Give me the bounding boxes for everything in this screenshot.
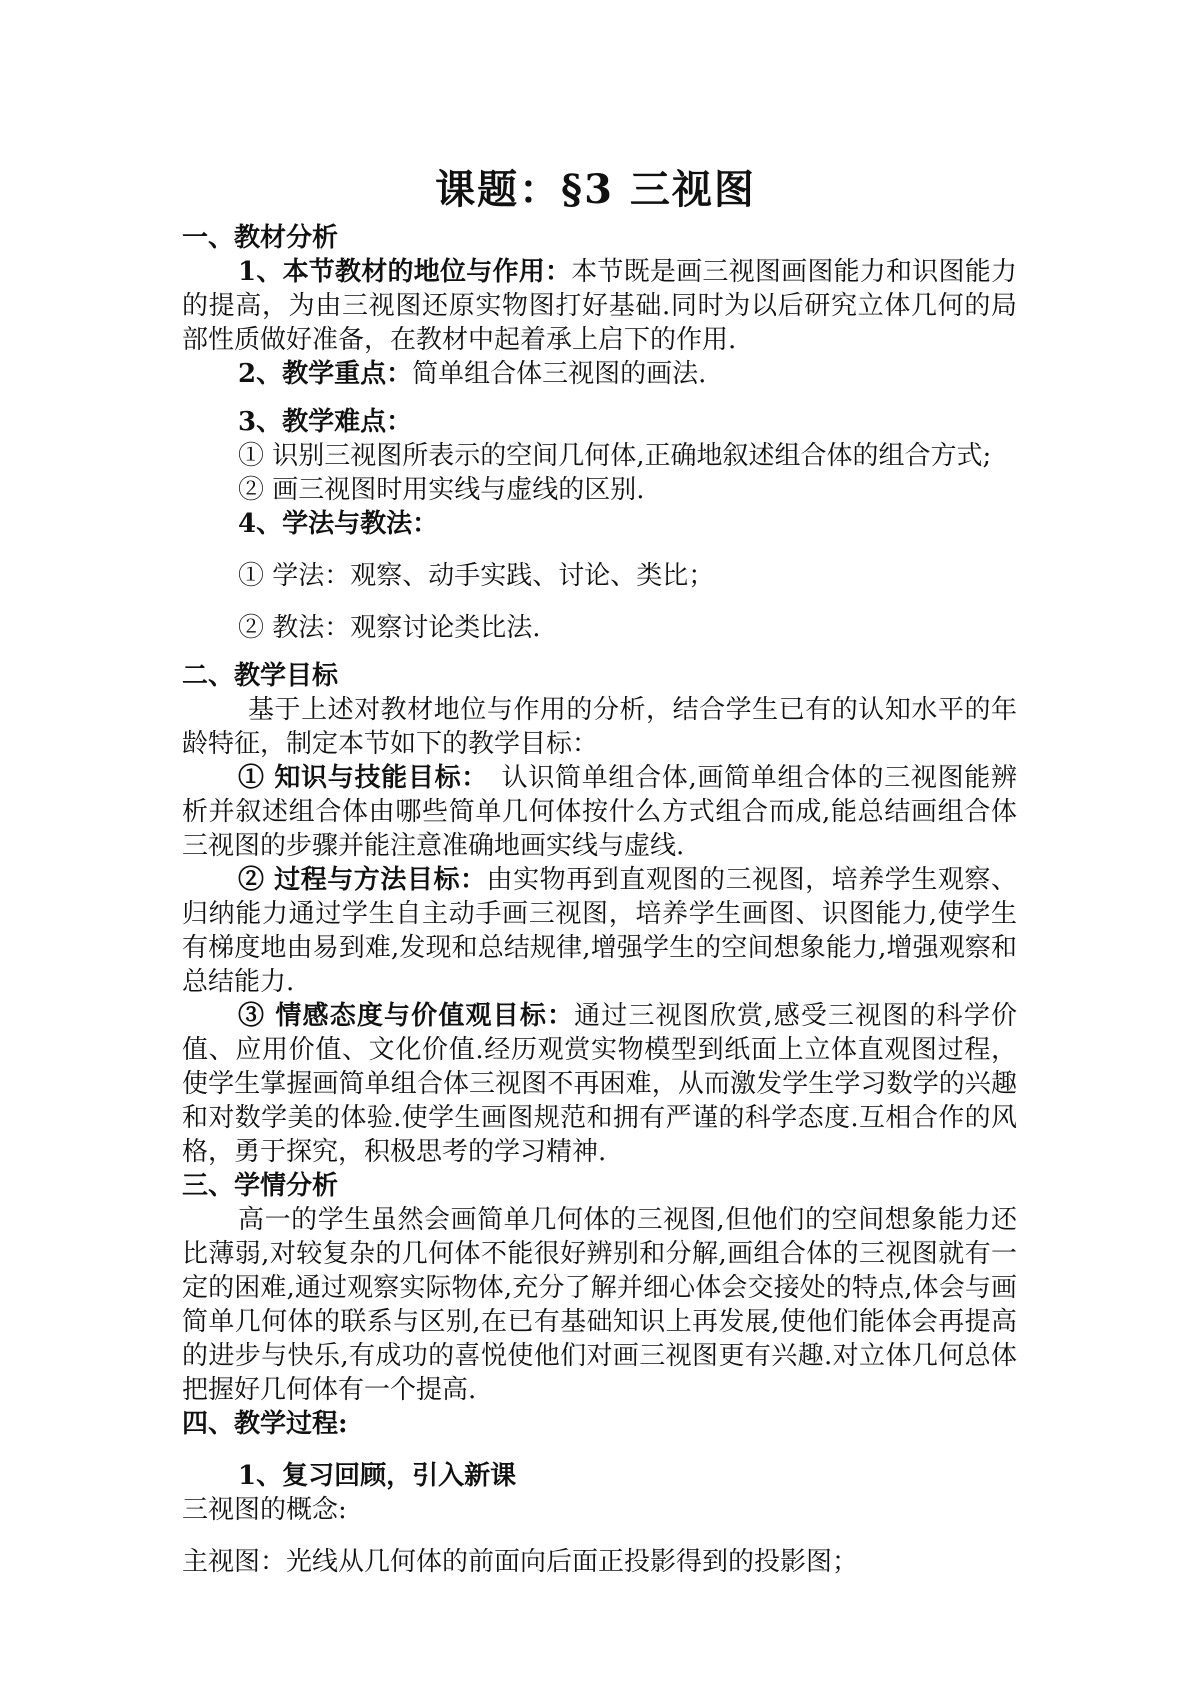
difficulty-item-1: ① 识别三视图所表示的空间几何体,正确地叙述组合体的组合方式;	[238, 441, 992, 471]
objectives-intro: 基于上述对教材地位与作用的分析，结合学生已有的认知水平的年龄特征，制定本节如下的教学目标：	[182, 695, 1017, 759]
method-item-2: ② 教法：观察讨论类比法.	[238, 613, 541, 643]
objective-knowledge	[182, 761, 1017, 863]
objective-text: 认识简单组合体,画简单组合体的三视图能辨析并叙述组合体由哪些简单几何体按什么方式组合而成,能总结画组合体三视图的步骤并能注意准确地画实线与虚线.	[182, 763, 1017, 861]
objective-attitude	[182, 999, 1017, 1169]
difficulty-item-2: ② 画三视图时用实线与虚线的区别.	[238, 475, 645, 505]
paragraph-text: 简单组合体三视图的画法.	[412, 359, 707, 389]
paragraph-difficulty-label: 3、教学难点：	[238, 407, 413, 437]
objective-label: ③ 情感态度与价值观目标：	[238, 1001, 575, 1031]
front-view-definition: 主视图：光线从几何体的前面向后面正投影得到的投影图；	[182, 1547, 859, 1577]
paragraph-key-point	[182, 357, 1017, 391]
learner-analysis-text: 高一的学生虽然会画简单几何体的三视图,但他们的空间想象能力还比薄弱,对较复杂的几何体不能很好辨别和分解,画组合体的三视图就有一定的困难,通过观察实际物体,充分了解并细心体会交接处的特点,体会与画简单几何体的联系与区别,在已有基础知识上再发展,使他们能体会再提高的进步与快乐,有成功的喜悦使他们对画三视图更有兴趣.对立体几何总体把握好几何体有一个提高.	[182, 1205, 1017, 1405]
paragraph-method-label: 4、学法与教法：	[238, 509, 439, 539]
section-heading-3: 三、学情分析	[182, 1171, 339, 1201]
objective-label: ① 知识与技能目标：	[238, 763, 475, 793]
objective-text: 由实物再到直观图的三视图，培养学生观察、归纳能力通过学生自主动手画三视图，培养学生画图、识图能力,使学生有梯度地由易到难,发现和总结规律,增强学生的空间想象能力,增强观察和总结能力.	[182, 865, 1017, 997]
section-heading-2: 二、教学目标	[182, 661, 339, 691]
section-heading-1: 一、教材分析	[182, 223, 339, 253]
objective-label: ② 过程与方法目标：	[238, 865, 487, 895]
process-step-1: 1、复习回顾，引入新课	[238, 1461, 517, 1491]
paragraph-label: 2、教学重点：	[238, 359, 413, 389]
paragraph-label: 1、本节教材的地位与作用：	[238, 257, 572, 287]
section-heading-4: 四、教学过程:	[182, 1409, 348, 1439]
page-title: 课题：§3 三视图	[435, 166, 756, 213]
paragraph-text: 本节既是画三视图画图能力和识图能力的提高，为由三视图还原实物图打好基础.同时为以后研究立体几何的局部性质做好准备，在教材中起着承上启下的作用.	[182, 257, 1017, 355]
method-item-1: ① 学法：观察、动手实践、讨论、类比；	[238, 561, 715, 591]
concept-line: 三视图的概念:	[182, 1495, 347, 1525]
document-body	[182, 221, 1017, 1579]
paragraph-role	[182, 255, 1017, 357]
objective-text: 通过三视图欣赏,感受三视图的科学价值、应用价值、文化价值.经历观赏实物模型到纸面上立体直观图过程，使学生掌握画简单组合体三视图不再困难，从而激发学生学习数学的兴趣和对数学美的体验.使学生画图规范和拥有严谨的科学态度.互相合作的风格，勇于探究，积极思考的学习精神.	[182, 1001, 1017, 1167]
objective-process	[182, 863, 1017, 999]
